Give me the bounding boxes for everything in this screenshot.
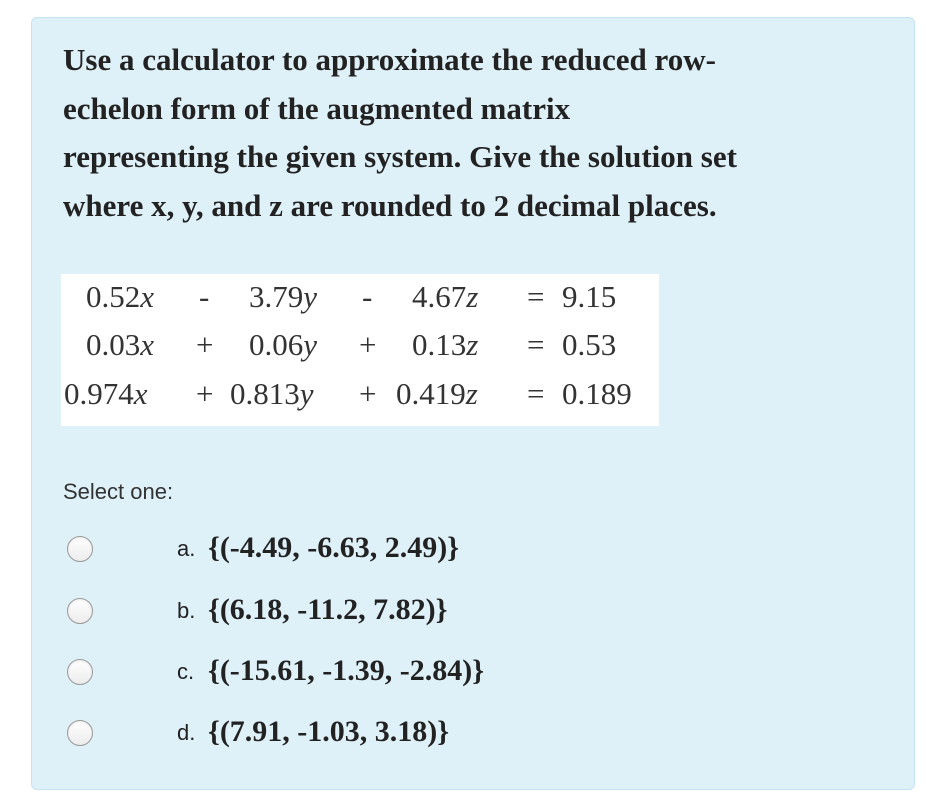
coefficient-y: 3.79y — [249, 279, 318, 314]
option-letter: a. — [177, 536, 196, 561]
option-answer[interactable]: {(7.91, -1.03, 3.18)} — [208, 715, 450, 748]
coefficient-x: 0.03x — [86, 327, 155, 362]
coefficient-y: 0.813y — [230, 376, 314, 411]
coefficient-y: 0.06y — [249, 327, 318, 362]
operator: + — [196, 327, 214, 362]
select-one-label: Select one: — [63, 479, 174, 504]
equation-system-image — [61, 274, 659, 426]
operator: + — [196, 376, 214, 411]
coefficient-x: 0.52x — [86, 279, 155, 314]
option-answer[interactable]: {(-4.49, -6.63, 2.49)} — [208, 531, 460, 564]
question-line-2: echelon form of the augmented matrix — [63, 90, 571, 126]
option-b[interactable] — [67, 590, 587, 630]
radio-button-b[interactable] — [67, 598, 93, 624]
option-a[interactable] — [67, 528, 587, 568]
equation-row-2 — [61, 322, 659, 368]
coefficient-z: 0.13z — [412, 327, 479, 362]
option-answer[interactable]: {(-15.61, -1.39, -2.84)} — [208, 654, 485, 687]
right-hand-side: 0.189 — [562, 376, 632, 411]
equation-row-3 — [61, 371, 659, 417]
question-text — [63, 36, 883, 230]
equals-sign: = — [527, 376, 545, 411]
question-line-4: where x, y, and z are rounded to 2 decimal places. — [63, 187, 717, 223]
operator: - — [199, 279, 210, 314]
coefficient-x: 0.974x — [64, 376, 148, 411]
right-hand-side: 0.53 — [562, 327, 617, 362]
radio-button-a[interactable] — [67, 536, 93, 562]
equals-sign: = — [527, 279, 545, 314]
radio-button-c[interactable] — [67, 659, 93, 685]
operator: - — [362, 279, 373, 314]
question-line-3: representing the given system. Give the solution set — [63, 139, 737, 174]
question-line-1: Use a calculator to approximate the reduced row- — [63, 42, 716, 77]
operator: + — [359, 376, 377, 411]
option-d[interactable] — [67, 712, 587, 752]
equals-sign: = — [527, 327, 545, 362]
option-letter: b. — [177, 598, 196, 623]
option-letter: d. — [177, 720, 196, 745]
option-c[interactable] — [67, 651, 587, 691]
right-hand-side: 9.15 — [562, 279, 617, 314]
equation-row-1 — [61, 274, 659, 320]
question-panel — [31, 17, 915, 790]
coefficient-z: 4.67z — [412, 279, 479, 314]
radio-button-d[interactable] — [67, 720, 93, 746]
option-letter: c. — [177, 659, 195, 684]
coefficient-z: 0.419z — [396, 376, 478, 411]
option-answer[interactable]: {(6.18, -11.2, 7.82)} — [208, 593, 448, 626]
operator: + — [359, 327, 377, 362]
